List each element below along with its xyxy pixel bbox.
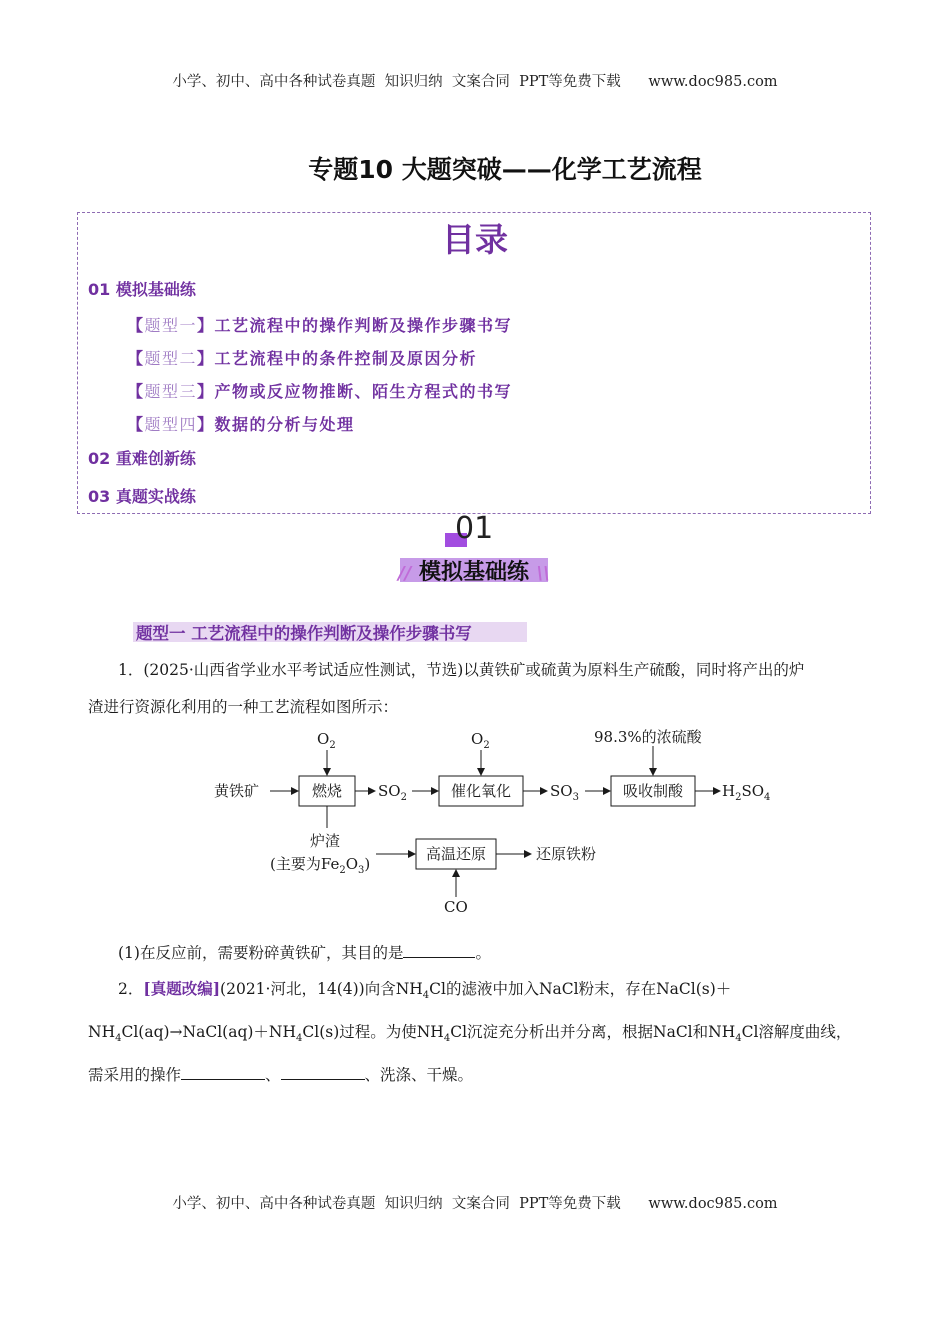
label-iron-powder: 还原铁粉	[536, 845, 597, 863]
q2-sub: 4	[735, 1033, 742, 1045]
section-name: 模拟基础练	[418, 560, 529, 585]
q2-text: Cl(aq)→NaCl(aq)＋NH	[121, 1023, 296, 1042]
q2-sub: 4	[422, 990, 430, 1002]
q2-text: 、洗涤、干燥。	[364, 1066, 474, 1085]
section-number-badge	[445, 513, 505, 549]
label-slag: 炉渣	[310, 832, 341, 850]
label-h2so4: $H_2SO_4$	[722, 782, 771, 803]
answer-blank-1[interactable]	[403, 943, 475, 958]
toc-item-type1[interactable]: 【题型一】工艺流程中的操作判断及操作步骤书写	[127, 316, 513, 335]
question-2	[88, 970, 868, 1094]
q2-sub: 4	[296, 1033, 303, 1045]
q1-sub1-text: (1)在反应前，需要粉碎黄铁矿，其目的是	[118, 944, 404, 962]
toc-heading: 目录	[442, 220, 508, 259]
process-flow-diagram	[200, 722, 790, 922]
toc-item-type2[interactable]: 【题型二】工艺流程中的条件控制及原因分析	[127, 349, 478, 368]
q2-text: NH	[88, 1023, 116, 1042]
label-reduction: 高温还原	[425, 845, 487, 863]
q1-sub1	[88, 935, 868, 972]
q2-sub: 4	[115, 1033, 122, 1045]
label-catalytic-oxidation: 催化氧化	[450, 782, 512, 800]
label-pyrite: 黄铁矿	[214, 782, 260, 800]
question-1	[88, 652, 868, 726]
toc-item-tag: 题型四	[144, 415, 198, 434]
q2-text: Cl(s)过程。为使NH	[302, 1023, 444, 1042]
label-combustion: 燃烧	[311, 782, 343, 800]
q2-number: 2．	[118, 980, 144, 998]
toc-item-text: 工艺流程中的操作判断及操作步骤书写	[214, 316, 513, 335]
slash-left-icon: //	[398, 563, 412, 584]
toc-section-02[interactable]: 02 重难创新练	[88, 449, 196, 468]
q1-sub1-end: 。	[475, 944, 491, 962]
label-o2-a: $O_2$	[317, 730, 336, 751]
q1-line2: 渣进行资源化利用的一种工艺流程如图所示：	[88, 698, 399, 716]
page-header: 小学、初中、高中各种试卷真题 知识归纳 文案合同 PPT等免费下载 www.doc985.com	[172, 74, 778, 90]
label-o2-b: $O_2$	[471, 730, 490, 751]
q2-text: Cl的滤液中加入NaCl粉末，存在NaCl(s)＋	[429, 980, 732, 998]
q2-sep: 、	[265, 1066, 281, 1085]
page-title: 专题10 大题突破——化学工艺流程	[308, 155, 702, 184]
q2-text: (2021·河北，14(4))向含NH	[220, 980, 423, 998]
answer-blank-3[interactable]	[281, 1065, 365, 1080]
toc-item-tag: 题型三	[144, 382, 198, 401]
toc-item-text: 工艺流程中的条件控制及原因分析	[214, 349, 478, 368]
toc-item-text: 数据的分析与处理	[214, 415, 355, 434]
toc-section-03[interactable]: 03 真题实战练	[88, 487, 196, 506]
toc-item-type4[interactable]: 【题型四】数据的分析与处理	[127, 415, 355, 434]
q2-text: Cl溶解度曲线，	[741, 1023, 852, 1042]
label-slag-note: (主要为$Fe_2O_3$)	[270, 855, 371, 876]
section-banner	[374, 555, 574, 586]
toc-item-text: 产物或反应物推断、陌生方程式的书写	[214, 382, 513, 401]
toc-section-01[interactable]: 01 模拟基础练	[88, 280, 196, 299]
toc-item-type3[interactable]: 【题型三】产物或反应物推断、陌生方程式的书写	[127, 382, 513, 401]
q2-text: Cl沉淀充分析出并分离，根据NaCl和NH	[450, 1023, 736, 1042]
answer-blank-2[interactable]	[181, 1065, 265, 1080]
page-footer: 小学、初中、高中各种试卷真题 知识归纳 文案合同 PPT等免费下载 www.doc985.com	[172, 1196, 778, 1212]
q1-line1: 1．(2025·山西省学业水平考试适应性测试，节选)以黄铁矿或硫黄为原料生产硫酸，同时将产出的炉	[118, 661, 805, 679]
label-so2: $SO_2$	[378, 782, 407, 803]
q2-text: 需采用的操作	[88, 1066, 182, 1085]
label-acid: 98.3%的浓硫酸	[594, 728, 702, 746]
slash-right-icon: \\	[536, 563, 550, 584]
type-heading: 题型一 工艺流程中的操作判断及操作步骤书写	[136, 624, 472, 643]
label-absorption: 吸收制酸	[622, 782, 684, 800]
label-co: CO	[444, 898, 468, 916]
toc-item-tag: 题型一	[144, 316, 198, 335]
q2-tag: [真题改编]	[143, 979, 221, 998]
q2-sub: 4	[443, 1033, 451, 1045]
section-number: 01	[455, 511, 494, 546]
toc-item-tag: 题型二	[144, 349, 198, 368]
label-so3: $SO_3$	[550, 782, 579, 803]
